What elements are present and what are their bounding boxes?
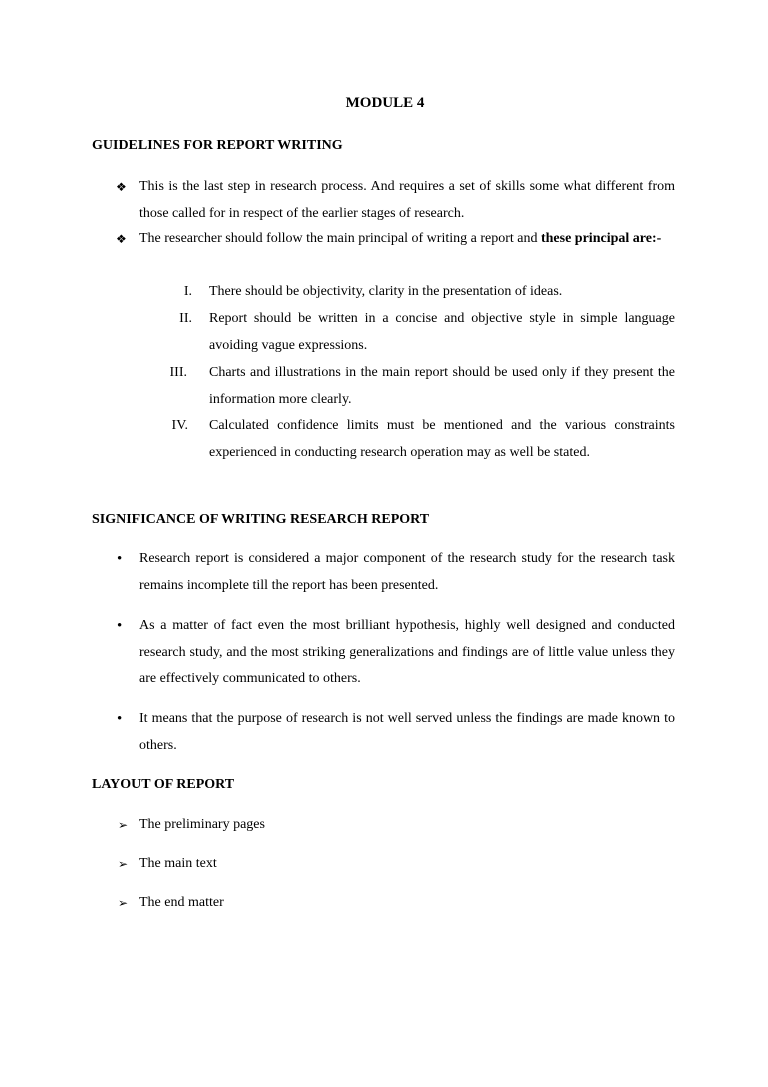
roman-numeral: III.	[169, 365, 187, 380]
bullet-dot-icon: •	[117, 618, 123, 634]
principle-item: Calculated confidence limits must be mentioned and the various constraints experienced in conducting research operation may as well be stated.	[209, 418, 675, 460]
roman-numeral: I.	[183, 284, 192, 299]
diamond-bullet-icon: ❖	[116, 180, 127, 194]
significance-bullet-3: It means that the purpose of research is not well served unless the findings are made known to others.	[139, 711, 675, 753]
section-heading-layout: LAYOUT OF REPORT	[92, 777, 235, 792]
arrow-bullet-icon: ➢	[118, 857, 129, 871]
principle-item: There should be objectivity, clarity in the presentation of ideas.	[209, 284, 563, 299]
roman-numeral: IV.	[171, 418, 188, 433]
significance-bullet-2: As a matter of fact even the most brilliant hypothesis, highly well designed and conducted research study, and the most striking generalizations and findings are of little value unless they are effectively communicated to others.	[139, 618, 675, 686]
guideline-bullet-1: This is the last step in research process. And requires a set of skills some what different from those called for in respect of the earlier stages of research.	[139, 179, 675, 221]
guideline-bullet-2	[139, 226, 675, 253]
layout-item: The preliminary pages	[139, 817, 265, 832]
significance-bullet-1: Research report is considered a major component of the research study for the research task remains incomplete till the report has been presented.	[139, 551, 675, 593]
module-title: MODULE 4	[345, 95, 425, 111]
section-heading-guidelines: GUIDELINES FOR REPORT WRITING	[92, 138, 343, 153]
diamond-bullet-icon: ❖	[116, 232, 127, 246]
roman-numeral: II.	[179, 311, 192, 326]
section-heading-significance: SIGNIFICANCE OF WRITING RESEARCH REPORT	[92, 512, 430, 527]
guideline-bullet-2-text: The researcher should follow the main principal of writing a report and	[139, 231, 541, 246]
arrow-bullet-icon: ➢	[118, 818, 129, 832]
arrow-bullet-icon: ➢	[118, 896, 129, 910]
layout-item: The main text	[139, 856, 217, 871]
bullet-dot-icon: •	[117, 551, 123, 567]
guideline-bullet-2-bold: these principal are:-	[540, 231, 662, 246]
principle-item: Report should be written in a concise and objective style in simple language avoiding vague expressions.	[209, 311, 675, 353]
layout-item: The end matter	[139, 895, 224, 910]
bullet-dot-icon: •	[117, 711, 123, 727]
principle-item: Charts and illustrations in the main report should be used only if they present the information more clearly.	[209, 365, 675, 407]
